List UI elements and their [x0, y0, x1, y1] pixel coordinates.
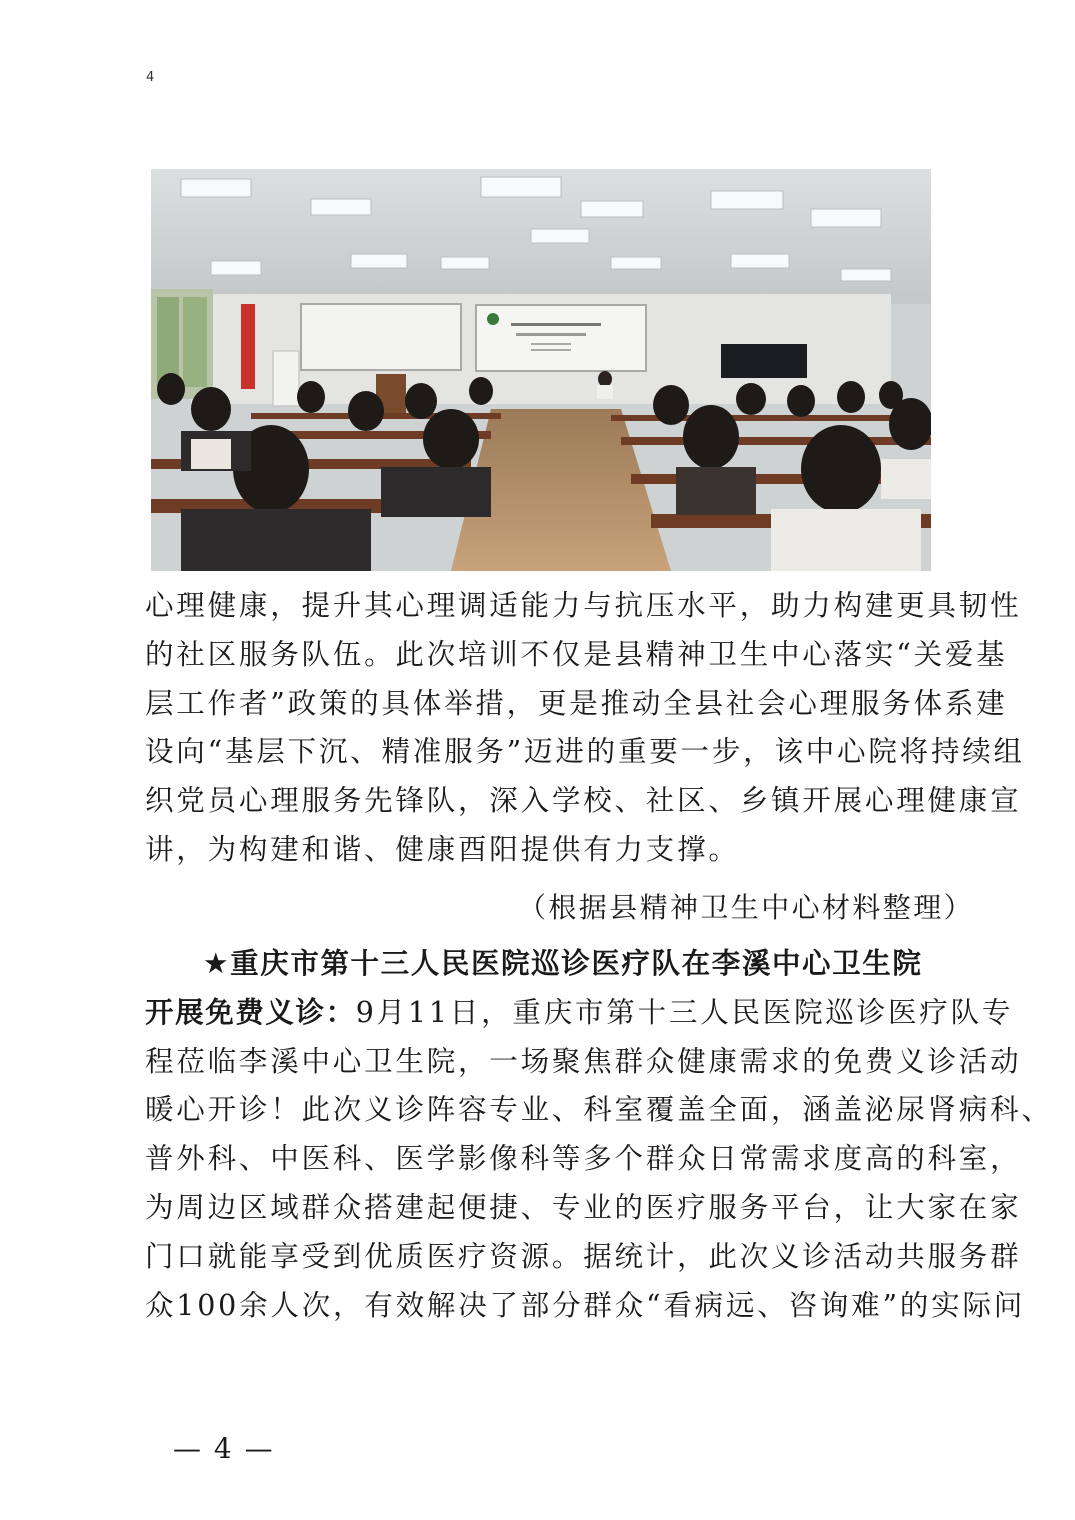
news-heading-line — [145, 940, 945, 989]
paragraph-line: 为周边区域群众搭建起便捷、专业的医疗服务平台，让大家在家 — [145, 1190, 1022, 1224]
paragraph-line: 众100余人次，有效解决了部分群众“看病远、咨询难”的实际问 — [145, 1288, 1026, 1322]
training-session-photo — [151, 169, 931, 571]
paragraph-line — [145, 989, 1014, 1038]
news-heading-end: 开展免费义诊： — [145, 995, 356, 1029]
paragraph-line: 讲，为构建和谐、健康酉阳提供有力支撑。 — [145, 832, 740, 866]
footer-page-number: — 4 — — [173, 1432, 275, 1465]
source-note: （根据县精神卫生中心材料整理） — [518, 891, 975, 924]
paragraph-line: 暖心开诊！此次义诊阵容专业、科室覆盖全面，涵盖泌尿肾病科、 — [145, 1093, 1053, 1127]
paragraph-line: 门口就能享受到优质医疗资源。据统计，此次义诊活动共服务群 — [145, 1239, 1022, 1273]
paragraph-line: 心理健康，提升其心理调适能力与抗压水平，助力构建更具韧性 — [145, 589, 1022, 622]
corner-page-number: 4 — [146, 70, 155, 85]
paragraph-line: 织党员心理服务先锋队，深入学校、社区、乡镇开展心理健康宣 — [145, 784, 1022, 818]
paragraph-line: 的社区服务队伍。此次培训不仅是县精神卫生中心落实“关爱基 — [145, 637, 1008, 671]
paragraph-free-clinic — [145, 940, 1053, 1330]
paragraph-line: 程莅临李溪中心卫生院，一场聚焦群众健康需求的免费义诊活动 — [145, 1044, 1022, 1078]
news-body-start: 9月11日，重庆市第十三人民医院巡诊医疗队专 — [355, 995, 1014, 1029]
news-heading: ★重庆市第十三人民医院巡诊医疗队在李溪中心卫生院 — [203, 947, 923, 980]
paragraph-training — [145, 582, 1025, 875]
paragraph-line: 设向“基层下沉、精准服务”迈进的重要一步，该中心院将持续组 — [145, 735, 1025, 769]
paragraph-line: 普外科、中医科、医学影像科等多个群众日常需求度高的科室， — [145, 1142, 1022, 1176]
paragraph-line: 层工作者”政策的具体举措，更是推动全县社会心理服务体系建 — [145, 686, 1008, 720]
